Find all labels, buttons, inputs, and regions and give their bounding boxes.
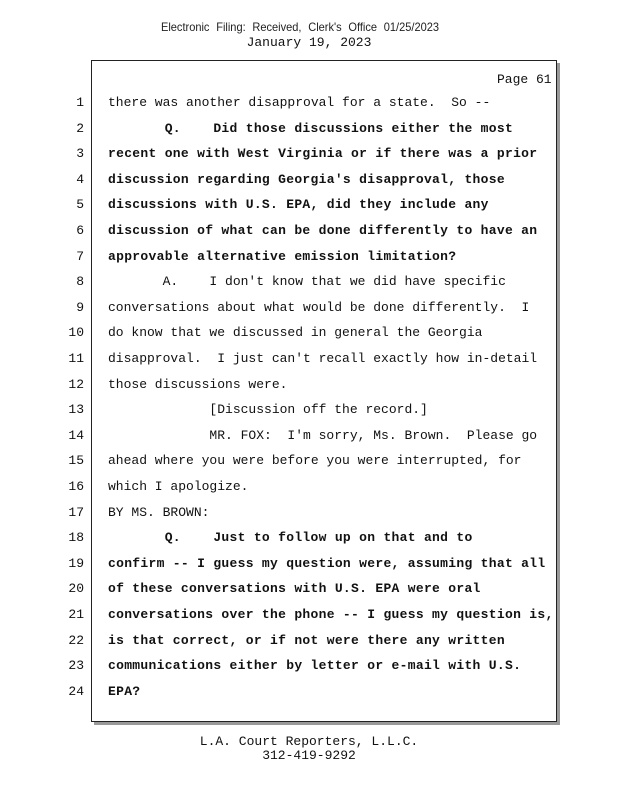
transcript-line xyxy=(0,530,618,550)
transcript-line xyxy=(0,658,618,678)
line-text: Q. Did those discussions either the most xyxy=(108,120,514,136)
transcript-line xyxy=(0,121,618,141)
transcript-line xyxy=(0,223,618,243)
line-text: conversations over the phone -- I guess my question is, xyxy=(108,607,554,622)
line-number: 14 xyxy=(68,427,84,443)
line-text: conversations about what would be done differently. I xyxy=(108,299,530,315)
transcript-line xyxy=(0,249,618,269)
line-number: 4 xyxy=(76,171,84,187)
transcript-line xyxy=(0,146,618,166)
line-number: 2 xyxy=(76,120,84,136)
transcript-line xyxy=(0,633,618,653)
line-text: of these conversations with U.S. EPA were oral xyxy=(108,581,481,597)
line-number: 20 xyxy=(68,581,84,597)
line-text: do know that we discussed in general the Georgia xyxy=(108,325,483,341)
line-text: A. I don't know that we did have specific xyxy=(108,274,506,290)
line-text: ahead where you were before you were interrupted, for xyxy=(108,453,522,469)
transcript-line xyxy=(0,300,618,320)
line-text: recent one with West Virginia or if there was a prior xyxy=(108,146,538,162)
line-text: is that correct, or if not were there any written xyxy=(108,632,505,648)
line-number: 12 xyxy=(68,376,84,392)
transcript-line xyxy=(0,684,618,704)
line-text: [Discussion off the record.] xyxy=(108,402,428,418)
line-text: EPA? xyxy=(108,683,141,699)
reporter-company: L.A. Court Reporters, L.L.C. xyxy=(199,734,419,749)
line-number: 22 xyxy=(68,632,84,648)
line-number: 1 xyxy=(76,95,84,110)
line-text: BY MS. BROWN: xyxy=(108,504,210,520)
transcript-line xyxy=(0,95,618,115)
line-number: 19 xyxy=(68,555,84,571)
line-number: 10 xyxy=(68,325,84,341)
line-text: those discussions were. xyxy=(108,376,288,392)
transcript-line xyxy=(0,556,618,576)
line-text: disapproval. I just can't recall exactly how in-detail xyxy=(108,351,538,366)
transcript-line xyxy=(0,197,618,217)
line-text: discussions with U.S. EPA, did they include any xyxy=(108,197,489,213)
line-text: Q. Just to follow up on that and to xyxy=(108,530,473,546)
line-text: approvable alternative emission limitation? xyxy=(108,248,457,264)
line-number: 8 xyxy=(76,274,84,290)
transcript-line xyxy=(0,479,618,499)
transcript-line xyxy=(0,274,618,294)
line-number: 6 xyxy=(76,223,84,238)
line-text: confirm -- I guess my question were, assuming that all xyxy=(108,555,546,571)
line-number: 9 xyxy=(76,299,84,315)
transcript-line xyxy=(0,351,618,371)
line-number: 24 xyxy=(68,683,84,699)
line-number: 18 xyxy=(68,530,84,546)
line-text: which I apologize. xyxy=(108,479,249,494)
line-number: 13 xyxy=(68,402,84,418)
transcript-line xyxy=(0,172,618,192)
line-number: 7 xyxy=(76,248,84,264)
page-number: Page 61 xyxy=(497,72,552,87)
line-number: 21 xyxy=(68,607,84,622)
transcript-line xyxy=(0,581,618,601)
line-text: communications either by letter or e-mail with U.S. xyxy=(108,658,522,674)
transcript-line xyxy=(0,607,618,627)
line-number: 3 xyxy=(76,146,84,162)
transcript-line xyxy=(0,402,618,422)
line-number: 11 xyxy=(68,351,84,366)
line-text: MR. FOX: I'm sorry, Ms. Brown. Please go xyxy=(108,427,538,443)
transcript-date: January 19, 2023 xyxy=(246,35,372,50)
line-text: there was another disapproval for a state. So -- xyxy=(108,95,491,110)
line-text: discussion of what can be done differently to have an xyxy=(108,223,538,238)
line-number: 5 xyxy=(76,197,84,213)
transcript-line xyxy=(0,453,618,473)
filing-stamp: Electronic Filing: Received, Clerk's Office 01/25/2023 xyxy=(160,20,440,34)
transcript-line xyxy=(0,377,618,397)
line-number: 23 xyxy=(68,658,84,674)
line-number: 17 xyxy=(68,504,84,520)
transcript-line xyxy=(0,505,618,525)
line-number: 16 xyxy=(68,479,84,494)
reporter-phone: 312-419-9292 xyxy=(262,748,356,763)
line-number: 15 xyxy=(68,453,84,469)
transcript-line xyxy=(0,428,618,448)
line-text: discussion regarding Georgia's disapproval, those xyxy=(108,171,505,187)
transcript-line xyxy=(0,325,618,345)
